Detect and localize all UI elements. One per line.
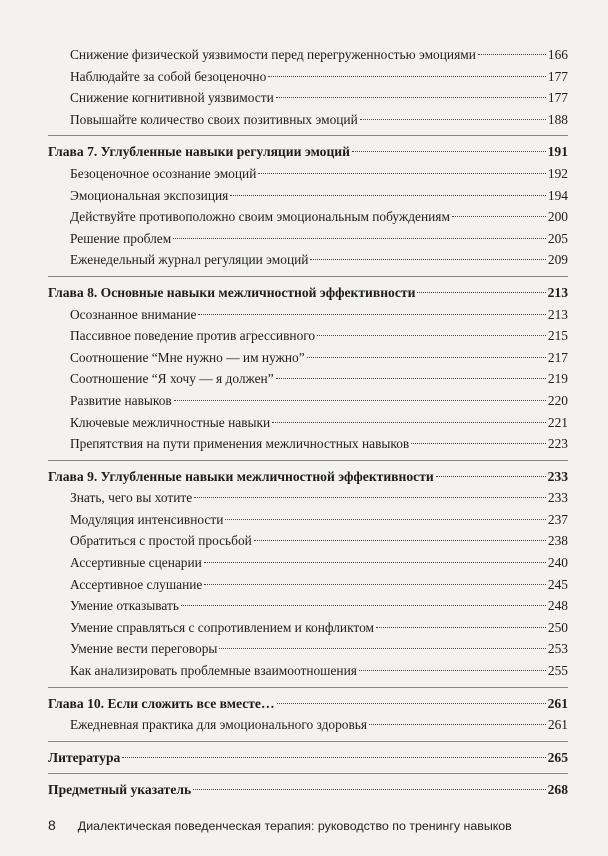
toc-entry-title: Обратиться с простой просьбой <box>70 533 252 549</box>
toc-entry-title: Литература <box>48 749 121 765</box>
toc-entry-title: Развитие навыков <box>70 392 172 408</box>
toc-entry-title: Как анализировать проблемные взаимоотношения <box>70 663 357 679</box>
toc-entry-title: Соотношение “Мне нужно — им нужно” <box>70 349 305 365</box>
table-of-contents <box>48 44 568 801</box>
dot-leader <box>360 119 546 120</box>
toc-entry[interactable] <box>48 66 568 88</box>
dot-leader <box>204 562 546 563</box>
toc-page-number: 223 <box>547 436 568 452</box>
section-divider <box>48 135 568 136</box>
dot-leader <box>181 605 546 606</box>
dot-leader <box>258 173 546 174</box>
dot-leader <box>198 314 545 315</box>
toc-entry-title: Снижение когнитивной уязвимости <box>70 90 274 106</box>
dot-leader <box>276 378 546 379</box>
toc-entry[interactable] <box>48 638 568 660</box>
toc-entry[interactable] <box>48 530 568 552</box>
toc-page-number: 200 <box>547 209 568 225</box>
toc-entry[interactable] <box>48 487 568 509</box>
toc-entry-title: Глава 8. Основные навыки межличностной эффективности <box>48 284 416 300</box>
dot-leader <box>307 357 546 358</box>
toc-page-number: 255 <box>547 663 568 679</box>
dot-leader <box>376 627 546 628</box>
toc-entry[interactable] <box>48 347 568 369</box>
toc-entry-title: Глава 7. Углубленные навыки регуляции эмоций <box>48 144 350 160</box>
toc-entry-title: Умение справляться с сопротивлением и конфликтом <box>70 619 374 635</box>
toc-entry-title: Наблюдайте за собой безоценочно <box>70 68 267 84</box>
section-divider <box>48 741 568 742</box>
toc-entry-title: Снижение физической уязвимости перед перегруженностью эмоциями <box>70 47 476 62</box>
toc-entry-title: Умение вести переговоры <box>70 641 218 657</box>
toc-page-number: 213 <box>547 284 568 300</box>
toc-entry-title: Ежедневная практика для эмоционального здоровья <box>70 717 368 733</box>
toc-page-number: 205 <box>547 230 568 246</box>
toc-page-number: 265 <box>547 749 568 765</box>
toc-page-number: 253 <box>547 641 568 657</box>
toc-chapter-entry[interactable] <box>48 466 568 488</box>
toc-page-number: 248 <box>547 598 568 614</box>
dot-leader <box>359 670 546 671</box>
toc-entry-title: Ключевые межличностные навыки <box>70 414 271 430</box>
dot-leader <box>254 540 546 541</box>
dot-leader <box>352 151 546 152</box>
toc-page-number: 194 <box>547 187 568 203</box>
toc-entry-title: Знать, чего вы хотите <box>70 490 193 506</box>
dot-leader <box>436 476 546 477</box>
toc-page-number: 261 <box>547 717 568 733</box>
toc-entry[interactable] <box>48 595 568 617</box>
toc-entry[interactable] <box>48 87 568 109</box>
toc-entry[interactable] <box>48 185 568 207</box>
section-divider <box>48 460 568 461</box>
toc-page-number: 261 <box>547 695 568 711</box>
toc-entry-title: Соотношение “Я хочу — я должен” <box>70 371 274 387</box>
toc-entry-title: Ассертивное слушание <box>70 576 203 592</box>
toc-page-number: 166 <box>547 47 568 62</box>
toc-page-number: 237 <box>547 511 568 527</box>
toc-entry-title: Решение проблем <box>70 230 172 246</box>
toc-page-number: 191 <box>547 144 568 160</box>
dot-leader <box>122 757 545 758</box>
dot-leader <box>173 238 546 239</box>
toc-entry[interactable] <box>48 163 568 185</box>
toc-entry[interactable] <box>48 109 568 131</box>
dot-leader <box>272 422 546 423</box>
running-title: Диалектическая поведенческая терапия: руководство по тренингу навыков <box>77 819 512 833</box>
toc-entry-title: Эмоциональная экспозиция <box>70 187 229 203</box>
toc-chapter-entry[interactable] <box>48 747 568 769</box>
dot-leader <box>204 584 546 585</box>
toc-entry[interactable] <box>48 390 568 412</box>
toc-page-number: 188 <box>547 111 568 127</box>
toc-entry[interactable] <box>48 574 568 596</box>
toc-page-number: 220 <box>547 392 568 408</box>
toc-page-number: 177 <box>547 68 568 84</box>
toc-chapter-entry[interactable] <box>48 779 568 801</box>
dot-leader <box>310 259 545 260</box>
page-footer <box>48 817 568 833</box>
toc-entry[interactable] <box>48 325 568 347</box>
footer-page-number: 8 <box>48 817 56 833</box>
dot-leader <box>219 648 546 649</box>
toc-entry-title: Глава 10. Если сложить все вместе… <box>48 695 275 711</box>
toc-page-number: 250 <box>547 619 568 635</box>
toc-page-number: 221 <box>547 414 568 430</box>
toc-page-number: 215 <box>547 328 568 344</box>
dot-leader <box>193 789 545 790</box>
toc-entry[interactable] <box>48 249 568 271</box>
dot-leader <box>417 292 545 293</box>
toc-page-number: 240 <box>547 555 568 571</box>
toc-entry[interactable] <box>48 433 568 455</box>
dot-leader <box>225 519 546 520</box>
toc-entry[interactable] <box>48 617 568 639</box>
dot-leader <box>276 97 546 98</box>
toc-page-number: 217 <box>547 349 568 365</box>
section-divider <box>48 773 568 774</box>
toc-entry[interactable] <box>48 368 568 390</box>
toc-entry-title: Повышайте количество своих позитивных эмоций <box>70 111 358 127</box>
toc-entry-title: Пассивное поведение против агрессивного <box>70 328 316 344</box>
dot-leader <box>369 724 546 725</box>
toc-page-number: 177 <box>547 90 568 106</box>
toc-page-number: 233 <box>547 468 568 484</box>
toc-page-number: 209 <box>547 252 568 268</box>
toc-entry[interactable] <box>48 228 568 250</box>
toc-entry-title: Осознанное внимание <box>70 306 197 322</box>
dot-leader <box>194 497 546 498</box>
toc-entry[interactable] <box>48 552 568 574</box>
toc-entry[interactable] <box>48 44 568 66</box>
toc-entry-title: Ассертивные сценарии <box>70 555 202 571</box>
toc-entry[interactable] <box>48 714 568 736</box>
toc-page-number: 192 <box>547 165 568 181</box>
toc-entry-title: Предметный указатель <box>48 782 192 798</box>
section-divider <box>48 276 568 277</box>
toc-entry-title: Модуляция интенсивности <box>70 511 224 527</box>
dot-leader <box>411 443 546 444</box>
dot-leader <box>277 703 546 704</box>
toc-page-number: 213 <box>547 306 568 322</box>
dot-leader <box>268 76 546 77</box>
toc-entry[interactable] <box>48 304 568 326</box>
toc-entry[interactable] <box>48 660 568 682</box>
dot-leader <box>452 216 546 217</box>
toc-entry[interactable] <box>48 412 568 434</box>
dot-leader <box>317 335 546 336</box>
toc-chapter-entry[interactable] <box>48 141 568 163</box>
toc-entry-title: Препятствия на пути применения межличностных навыков <box>70 436 410 452</box>
toc-entry-title: Умение отказывать <box>70 598 179 614</box>
toc-page-number: 238 <box>547 533 568 549</box>
toc-entry[interactable] <box>48 509 568 531</box>
toc-entry-title: Безоценочное осознание эмоций <box>70 165 257 181</box>
toc-chapter-entry[interactable] <box>48 693 568 715</box>
toc-entry-title: Глава 9. Углубленные навыки межличностной эффективности <box>48 468 434 484</box>
dot-leader <box>174 400 546 401</box>
toc-page-number: 219 <box>547 371 568 387</box>
toc-entry-title: Действуйте противоположно своим эмоциональным побуждениям <box>70 209 450 225</box>
toc-page-number: 268 <box>547 782 568 798</box>
toc-entry-title: Еженедельный журнал регуляции эмоций <box>70 252 309 268</box>
toc-chapter-entry[interactable] <box>48 282 568 304</box>
section-divider <box>48 687 568 688</box>
toc-page-number: 233 <box>547 490 568 506</box>
dot-leader <box>478 54 546 55</box>
toc-page-number: 245 <box>547 576 568 592</box>
toc-entry[interactable] <box>48 206 568 228</box>
dot-leader <box>230 195 546 196</box>
